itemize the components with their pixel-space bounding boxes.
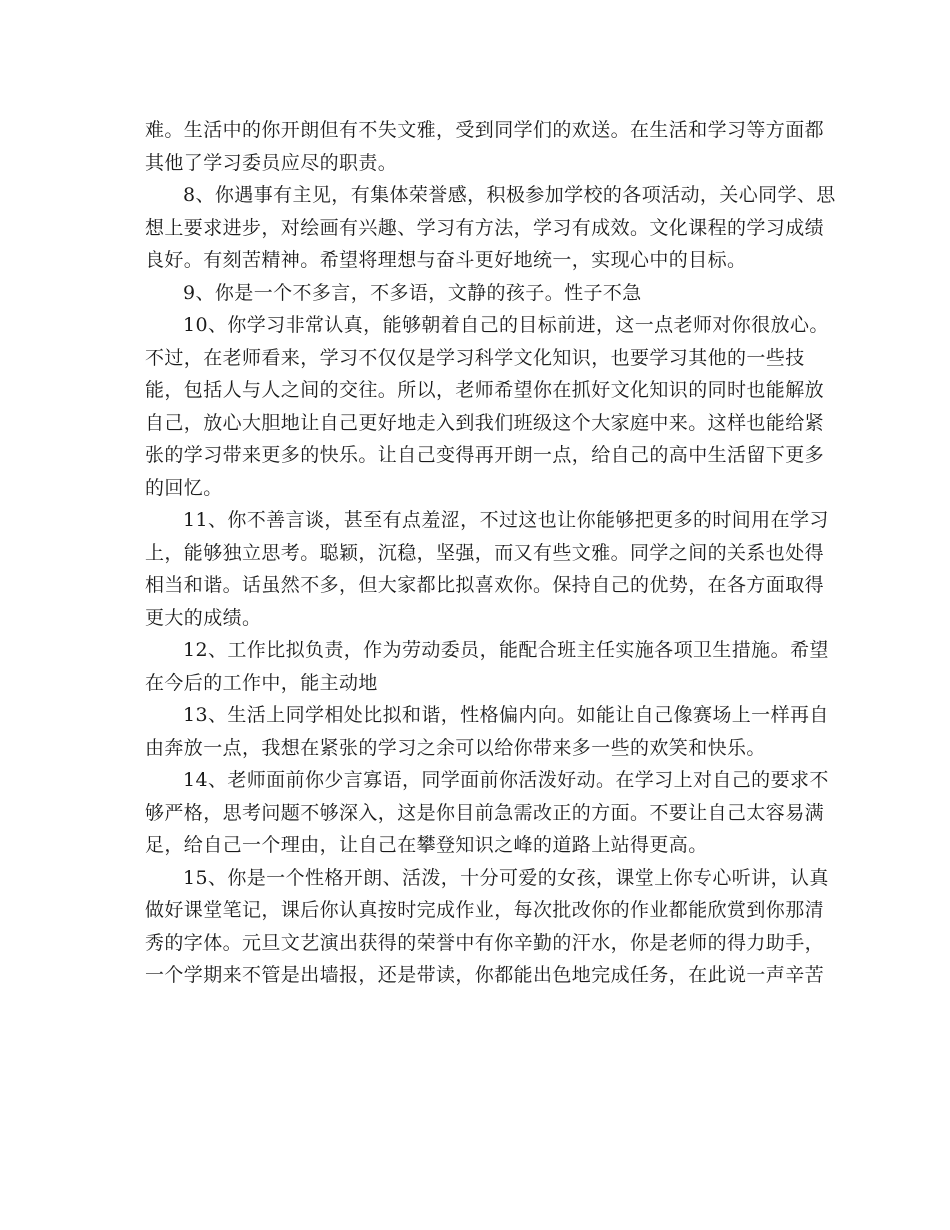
- text-line: 更大的成绩。: [145, 606, 262, 629]
- text-line: 自己，放心大胆地让自己更好地走入到我们班级这个大家庭中来。这样也能给紧: [145, 411, 825, 434]
- text-line: 上，能够独立思考。聪颖，沉稳，坚强，而又有些文雅。同学之间的关系也处得: [145, 541, 825, 564]
- paragraph-start-line: 13、生活上同学相处比拟和谐，性格偏内向。如能让自己像赛场上一样再自: [183, 704, 829, 726]
- text-line: 能，包括人与人之间的交往。所以，老师希望你在抓好文化知识的同时也能解放: [145, 379, 825, 401]
- text-line: 不过，在老师看来，学习不仅仅是学习科学文化知识，也要学习其他的一些技: [145, 346, 805, 369]
- text-line: 张的学习带来更多的快乐。让自己变得再开朗一点，给自己的高中生活留下更多: [145, 444, 825, 466]
- paragraph-start-line: 11、你不善言谈，甚至有点羞涩，不过这也让你能够把更多的时间用在学习: [183, 509, 829, 531]
- paragraph-start-line: 8、你遇事有主见，有集体荣誉感，积极参加学校的各项活动，关心同学、思: [183, 184, 836, 206]
- text-line: 在今后的工作中，能主动地: [145, 671, 378, 694]
- text-line: 相当和谐。话虽然不多，但大家都比拟喜欢你。保持自己的优势，在各方面取得: [145, 574, 825, 596]
- text-line: 良好。有刻苦精神。希望将理想与奋斗更好地统一，实现心中的目标。: [145, 249, 747, 271]
- paragraph-start-line: 14、老师面前你少言寡语，同学面前你活泼好动。在学习上对自己的要求不: [183, 769, 829, 791]
- document-body: [145, 114, 836, 992]
- text-line: 由奔放一点，我想在紧张的学习之余可以给你带来多一些的欢笑和快乐。: [145, 736, 766, 759]
- paragraph-start-line: 15、你是一个性格开朗、活泼，十分可爱的女孩，课堂上你专心听讲，认真: [183, 866, 829, 889]
- text-line: 的回忆。: [145, 476, 223, 499]
- paragraph-start-line: 12、工作比拟负责，作为劳动委员，能配合班主任实施各项卫生措施。希望: [183, 639, 829, 661]
- text-line: 想上要求进步，对绘画有兴趣、学习有方法，学习有成效。文化课程的学习成绩: [145, 216, 825, 239]
- paragraph-start-line: 10、你学习非常认真，能够朝着自己的目标前进，这一点老师对你很放心。: [183, 314, 829, 336]
- text-line: 秀的字体。元旦文艺演出获得的荣誉中有你辛勤的汗水，你是老师的得力助手，: [145, 931, 825, 954]
- text-line: 足，给自己一个理由，让自己在攀登知识之峰的道路上站得更高。: [145, 834, 708, 856]
- text-line: 做好课堂笔记，课后你认真按时完成作业，每次批改你的作业都能欣赏到你那清: [145, 899, 825, 921]
- text-line: 够严格，思考问题不够深入，这是你目前急需改正的方面。不要让自己太容易满: [145, 801, 825, 824]
- text-line: 一个学期来不管是出墙报，还是带读，你都能出色地完成任务，在此说一声辛苦: [145, 964, 825, 986]
- paragraph-start-line: 9、你是一个不多言，不多语，文静的孩子。性子不急: [183, 281, 642, 304]
- text-line: 难。生活中的你开朗但有不失文雅，受到同学们的欢送。在生活和学习等方面都: [145, 119, 825, 141]
- text-line: 其他了学习委员应尽的职责。: [145, 151, 398, 174]
